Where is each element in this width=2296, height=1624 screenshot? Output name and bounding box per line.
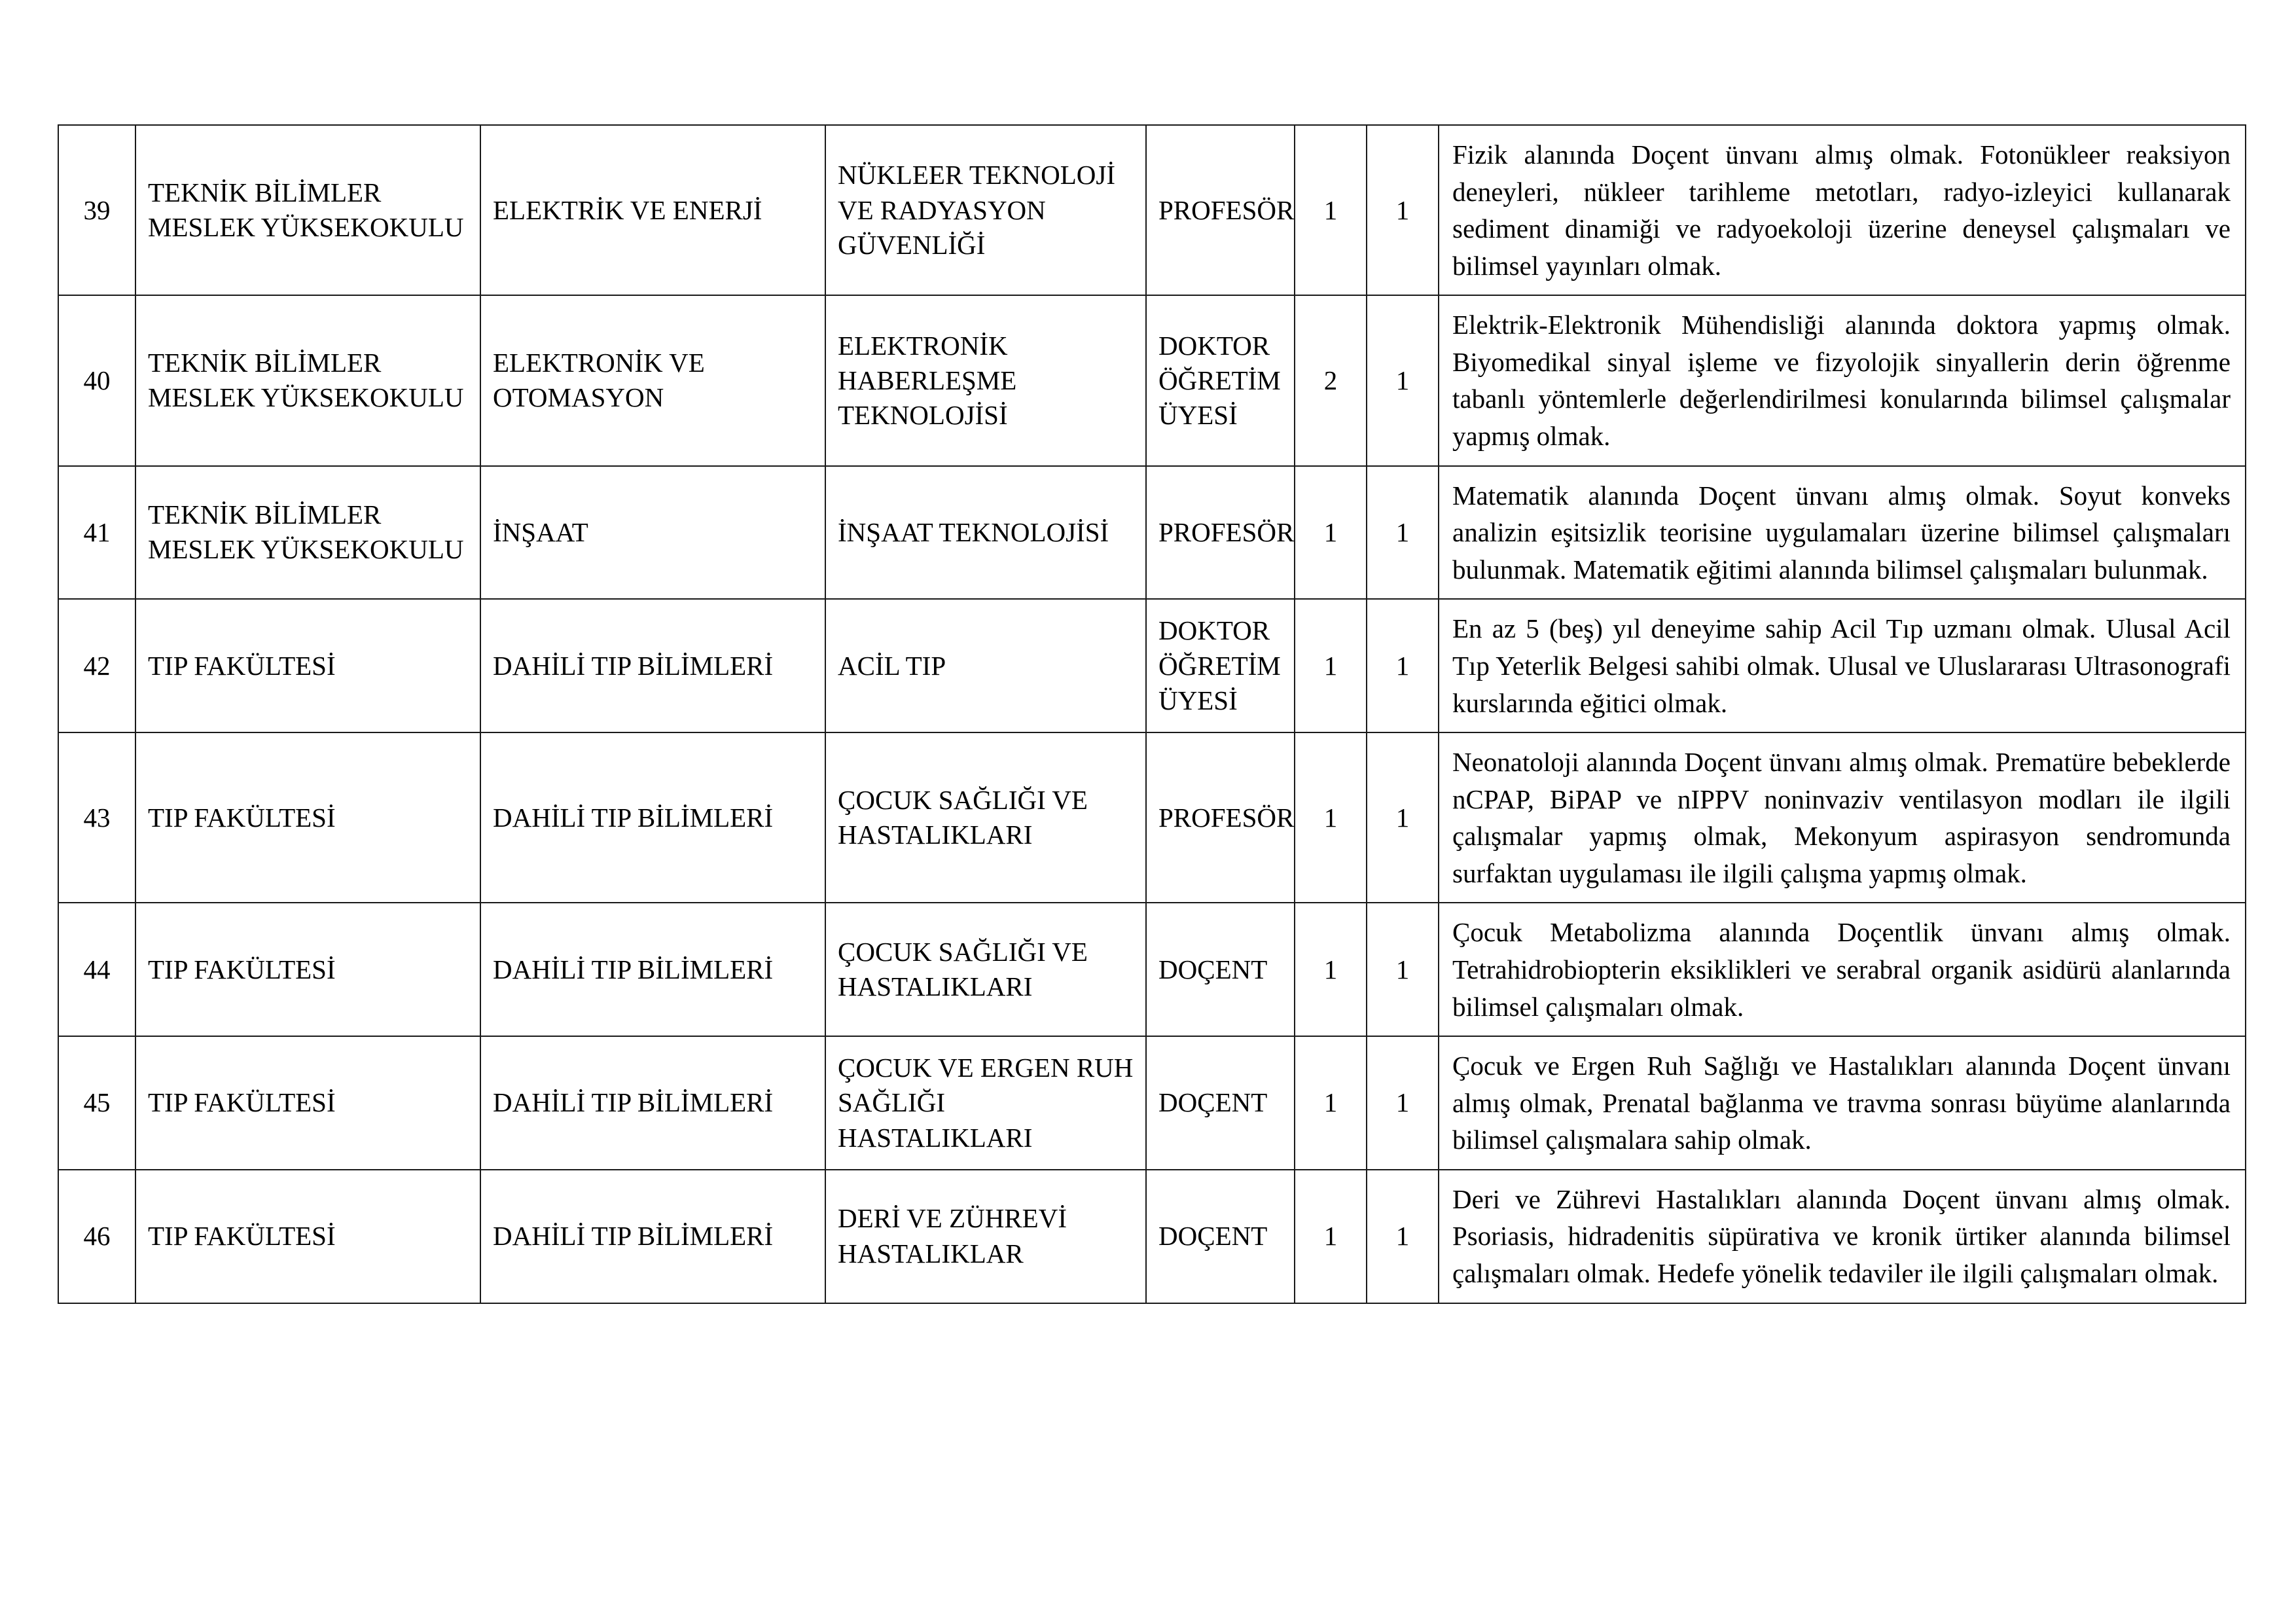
title-cell — [1146, 125, 1295, 295]
count-cell — [1295, 599, 1367, 732]
position-description: Elektrik-Elektronik Mühendisliği alanında doktora yapmış olmak. Biyomedikal sinyal işleme ve fizyolojik sinyallerin derin öğrenme tabanlı yöntemlerle değerlendirilmesi konularında bilimsel çalışmalar yapmış olmak. — [1452, 310, 2231, 452]
unit-name: TIP FAKÜLTESİ — [148, 1087, 336, 1118]
academic-title: DOKTOR ÖĞRETİM ÜYESİ — [1158, 330, 1281, 431]
grade-cell — [1367, 903, 1439, 1036]
position-description: Matematik alanında Doçent ünvanı almış olmak. Soyut konveks analizin eşitsizlik teorisine uygulamaları üzerine bilimsel çalışmaları bulunmak. Matematik eğitimi alanında bilimsel çalışmaları bulunmak. — [1452, 480, 2231, 585]
position-count: 2 — [1323, 365, 1338, 395]
department-name: DAHİLİ TIP BİLİMLERİ — [493, 650, 774, 681]
row-number: 41 — [83, 516, 111, 547]
grade-cell — [1367, 125, 1439, 295]
position-grade: 1 — [1395, 516, 1410, 547]
unit-cell — [135, 903, 480, 1036]
description-cell — [1439, 1036, 2246, 1170]
unit-name: TIP FAKÜLTESİ — [148, 1221, 336, 1252]
position-description: Çocuk ve Ergen Ruh Sağlığı ve Hastalıkları alanında Doçent ünvanı almış olmak, Prenatal bağlanma ve travma sonrası büyüme alanlarında bilimsel çalışmalara sahip olmak. — [1452, 1051, 2231, 1155]
unit-name: TIP FAKÜLTESİ — [148, 954, 336, 984]
unit-cell — [135, 599, 480, 732]
table-row — [58, 1036, 2246, 1170]
academic-title: PROFESÖR — [1158, 802, 1295, 833]
table-body — [58, 125, 2246, 1303]
title-cell — [1146, 732, 1295, 903]
program-cell — [825, 903, 1146, 1036]
grade-cell — [1367, 732, 1439, 903]
unit-cell — [135, 1036, 480, 1170]
position-count: 1 — [1323, 954, 1338, 984]
program-name: NÜKLEER TEKNOLOJİ VE RADYASYON GÜVENLİĞİ — [838, 160, 1115, 260]
program-cell — [825, 466, 1146, 600]
table-row — [58, 466, 2246, 600]
row-number-cell — [58, 295, 135, 465]
unit-name: TEKNİK BİLİMLER MESLEK YÜKSEKOKULU — [148, 177, 464, 243]
academic-title: DOÇENT — [1158, 1087, 1268, 1118]
department-cell — [480, 599, 825, 732]
department-cell — [480, 295, 825, 465]
position-count: 1 — [1323, 516, 1338, 547]
academic-title: PROFESÖR — [1158, 516, 1295, 547]
count-cell — [1295, 1036, 1367, 1170]
position-description: Neonatoloji alanında Doçent ünvanı almış olmak. Prematüre bebeklerde nCPAP, BiPAP ve nIPPV noninvaziv ventilasyon modları ile ilgili çalışmalar yapmış olmak, Mekonyum aspirasyon sendromunda surfaktan uygulaması ile ilgili çalışma yapmış olmak. — [1452, 747, 2231, 888]
count-cell — [1295, 295, 1367, 465]
program-name: DERİ VE ZÜHREVİ HASTALIKLAR — [838, 1203, 1067, 1269]
academic-title: DOKTOR ÖĞRETİM ÜYESİ — [1158, 615, 1281, 715]
program-cell — [825, 732, 1146, 903]
unit-name: TEKNİK BİLİMLER MESLEK YÜKSEKOKULU — [148, 348, 464, 413]
position-count: 1 — [1323, 802, 1338, 833]
program-cell — [825, 599, 1146, 732]
row-number: 45 — [83, 1087, 111, 1118]
unit-cell — [135, 125, 480, 295]
title-cell — [1146, 1036, 1295, 1170]
table-row — [58, 903, 2246, 1036]
table-row — [58, 295, 2246, 465]
count-cell — [1295, 732, 1367, 903]
program-name: ÇOCUK VE ERGEN RUH SAĞLIĞI HASTALIKLARI — [838, 1053, 1134, 1153]
grade-cell — [1367, 1036, 1439, 1170]
unit-cell — [135, 295, 480, 465]
row-number-cell — [58, 732, 135, 903]
program-name: İNŞAAT TEKNOLOJİSİ — [838, 516, 1109, 547]
row-number: 39 — [83, 194, 111, 225]
row-number-cell — [58, 125, 135, 295]
row-number: 46 — [83, 1221, 111, 1252]
position-grade: 1 — [1395, 802, 1410, 833]
unit-cell — [135, 466, 480, 600]
position-description: En az 5 (beş) yıl deneyime sahip Acil Tıp uzmanı olmak. Ulusal Acil Tıp Yeterlik Belgesi sahibi olmak. Ulusal ve Uluslararası Ultrasonografi kurslarında eğitici olmak. — [1452, 613, 2231, 718]
department-name: DAHİLİ TIP BİLİMLERİ — [493, 1087, 774, 1118]
row-number: 43 — [83, 802, 111, 833]
description-cell — [1439, 125, 2246, 295]
title-cell — [1146, 1170, 1295, 1303]
department-cell — [480, 903, 825, 1036]
department-name: DAHİLİ TIP BİLİMLERİ — [493, 802, 774, 833]
department-name: ELEKTRİK VE ENERJİ — [493, 194, 762, 225]
row-number-cell — [58, 599, 135, 732]
position-count: 1 — [1323, 194, 1338, 225]
title-cell — [1146, 599, 1295, 732]
academic-positions-table — [58, 124, 2246, 1304]
row-number: 44 — [83, 954, 111, 984]
department-name: ELEKTRONİK VE OTOMASYON — [493, 348, 705, 413]
position-grade: 1 — [1395, 365, 1410, 395]
unit-cell — [135, 732, 480, 903]
row-number: 42 — [83, 650, 111, 681]
row-number-cell — [58, 1170, 135, 1303]
description-cell — [1439, 295, 2246, 465]
position-description: Deri ve Zührevi Hastalıkları alanında Doçent ünvanı almış olmak. Psoriasis, hidradenitis süpürativa ve kronik ürtiker alanında bilimsel çalışmaları olmak. Hedefe yönelik tedaviler ile ilgili çalışmaları olmak. — [1452, 1183, 2231, 1289]
description-cell — [1439, 1170, 2246, 1303]
title-cell — [1146, 903, 1295, 1036]
unit-name: TIP FAKÜLTESİ — [148, 802, 336, 833]
description-cell — [1439, 599, 2246, 732]
program-cell — [825, 295, 1146, 465]
program-name: ÇOCUK SAĞLIĞI VE HASTALIKLARI — [838, 784, 1088, 850]
count-cell — [1295, 466, 1367, 600]
grade-cell — [1367, 1170, 1439, 1303]
academic-title: DOÇENT — [1158, 954, 1268, 984]
department-cell — [480, 466, 825, 600]
department-name: DAHİLİ TIP BİLİMLERİ — [493, 1221, 774, 1252]
department-cell — [480, 732, 825, 903]
position-grade: 1 — [1395, 1087, 1410, 1118]
department-name: İNŞAAT — [493, 516, 588, 547]
position-count: 1 — [1323, 1221, 1338, 1252]
table-row — [58, 732, 2246, 903]
position-description: Çocuk Metabolizma alanında Doçentlik ünvanı almış olmak. Tetrahidrobiopterin eksiklikleri ve serabral organik asidürü alanlarında bilimsel çalışmaları olmak. — [1452, 917, 2231, 1022]
program-name: ÇOCUK SAĞLIĞI VE HASTALIKLARI — [838, 936, 1088, 1002]
table-row — [58, 125, 2246, 295]
unit-name: TIP FAKÜLTESİ — [148, 650, 336, 681]
grade-cell — [1367, 599, 1439, 732]
academic-title: DOÇENT — [1158, 1221, 1268, 1252]
position-grade: 1 — [1395, 1221, 1410, 1252]
row-number-cell — [58, 466, 135, 600]
program-name: ACİL TIP — [838, 650, 946, 681]
unit-name: TEKNİK BİLİMLER MESLEK YÜKSEKOKULU — [148, 499, 464, 565]
program-cell — [825, 1036, 1146, 1170]
title-cell — [1146, 295, 1295, 465]
position-grade: 1 — [1395, 650, 1410, 681]
department-cell — [480, 125, 825, 295]
position-count: 1 — [1323, 650, 1338, 681]
count-cell — [1295, 903, 1367, 1036]
description-cell — [1439, 466, 2246, 600]
unit-cell — [135, 1170, 480, 1303]
department-cell — [480, 1036, 825, 1170]
program-name: ELEKTRONİK HABERLEŞME TEKNOLOJİSİ — [838, 330, 1017, 431]
row-number: 40 — [83, 365, 111, 395]
description-cell — [1439, 903, 2246, 1036]
program-cell — [825, 125, 1146, 295]
position-description: Fizik alanında Doçent ünvanı almış olmak. Fotonükleer reaksiyon deneyleri, nükleer tarihleme metotları, radyo-izleyici kullanarak sediment dinamiği ve radyoekoloji üzerine deneysel çalışmaları ve bilimsel yayınları olmak. — [1452, 139, 2231, 281]
position-grade: 1 — [1395, 194, 1410, 225]
table-row — [58, 599, 2246, 732]
count-cell — [1295, 125, 1367, 295]
row-number-cell — [58, 903, 135, 1036]
grade-cell — [1367, 466, 1439, 600]
row-number-cell — [58, 1036, 135, 1170]
position-count: 1 — [1323, 1087, 1338, 1118]
description-cell — [1439, 732, 2246, 903]
department-cell — [480, 1170, 825, 1303]
count-cell — [1295, 1170, 1367, 1303]
department-name: DAHİLİ TIP BİLİMLERİ — [493, 954, 774, 984]
program-cell — [825, 1170, 1146, 1303]
position-grade: 1 — [1395, 954, 1410, 984]
academic-title: PROFESÖR — [1158, 194, 1295, 225]
title-cell — [1146, 466, 1295, 600]
grade-cell — [1367, 295, 1439, 465]
table-row — [58, 1170, 2246, 1303]
